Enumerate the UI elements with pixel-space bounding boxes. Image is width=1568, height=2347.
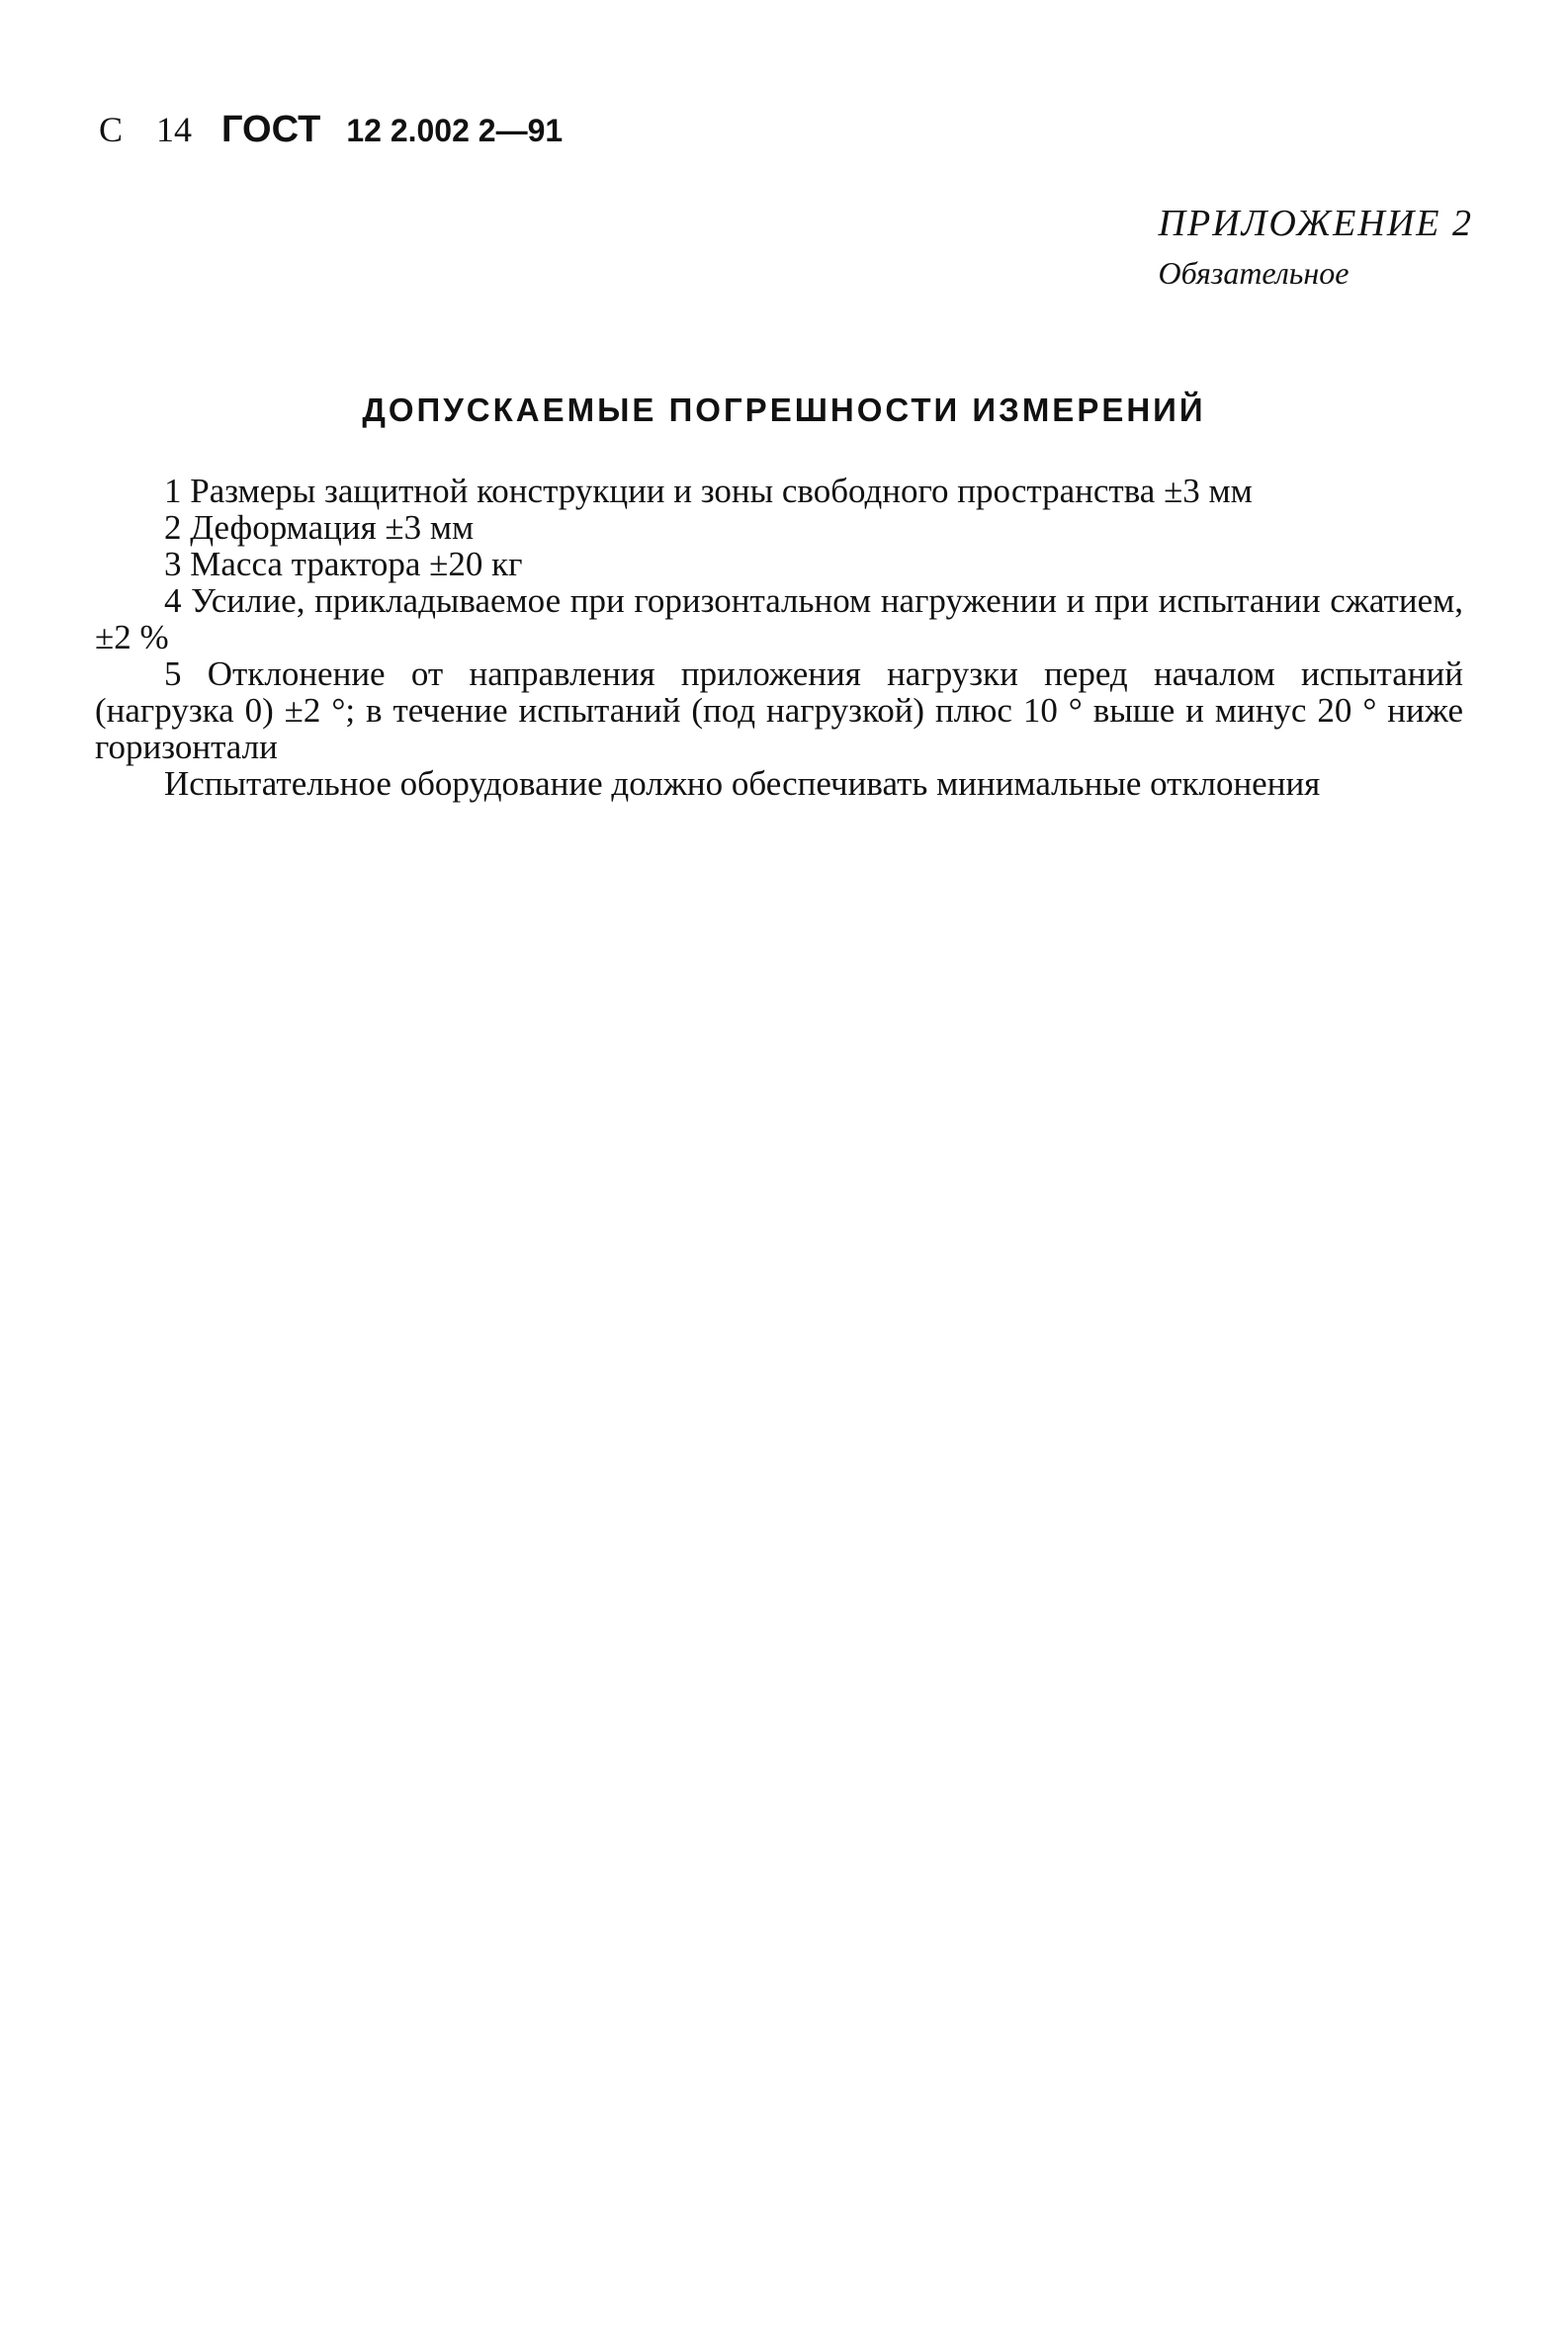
standard-label: ГОСТ <box>221 109 321 150</box>
item-2: 2 Деформация ±3 мм <box>164 508 475 547</box>
page-number: 14 <box>156 110 193 149</box>
item-4: 4 Усилие, прикладываемое при горизонтальном нагружении и при испытании сжатием, ±2 % <box>95 581 1463 656</box>
appendix-label: ПРИЛОЖЕНИЕ 2 <box>1158 203 1473 244</box>
items-list <box>95 473 1463 802</box>
page-header <box>99 109 563 151</box>
appendix-block <box>1159 202 1473 292</box>
item-5: 5 Отклонение от направления приложения нагрузки перед началом испытаний (нагрузка 0) ±2 °; в течение испытаний (под нагрузкой) плюс 10 ° выше и минус 20 ° ниже горизонтали <box>95 654 1463 766</box>
appendix-kind: Обязательное <box>1158 255 1350 291</box>
page-title: ДОПУСКАЕМЫЕ ПОГРЕШНОСТИ ИЗМЕРЕНИЙ <box>362 391 1206 428</box>
standard-number: 12 2.002 2—91 <box>346 113 564 148</box>
item-3: 3 Масса трактора ±20 кг <box>164 545 523 583</box>
closing-paragraph: Испытательное оборудование должно обеспечивать минимальные отклонения <box>164 764 1321 803</box>
page-letter: С <box>99 110 124 149</box>
item-1: 1 Размеры защитной конструкции и зоны свободного пространства ±3 мм <box>164 472 1253 510</box>
